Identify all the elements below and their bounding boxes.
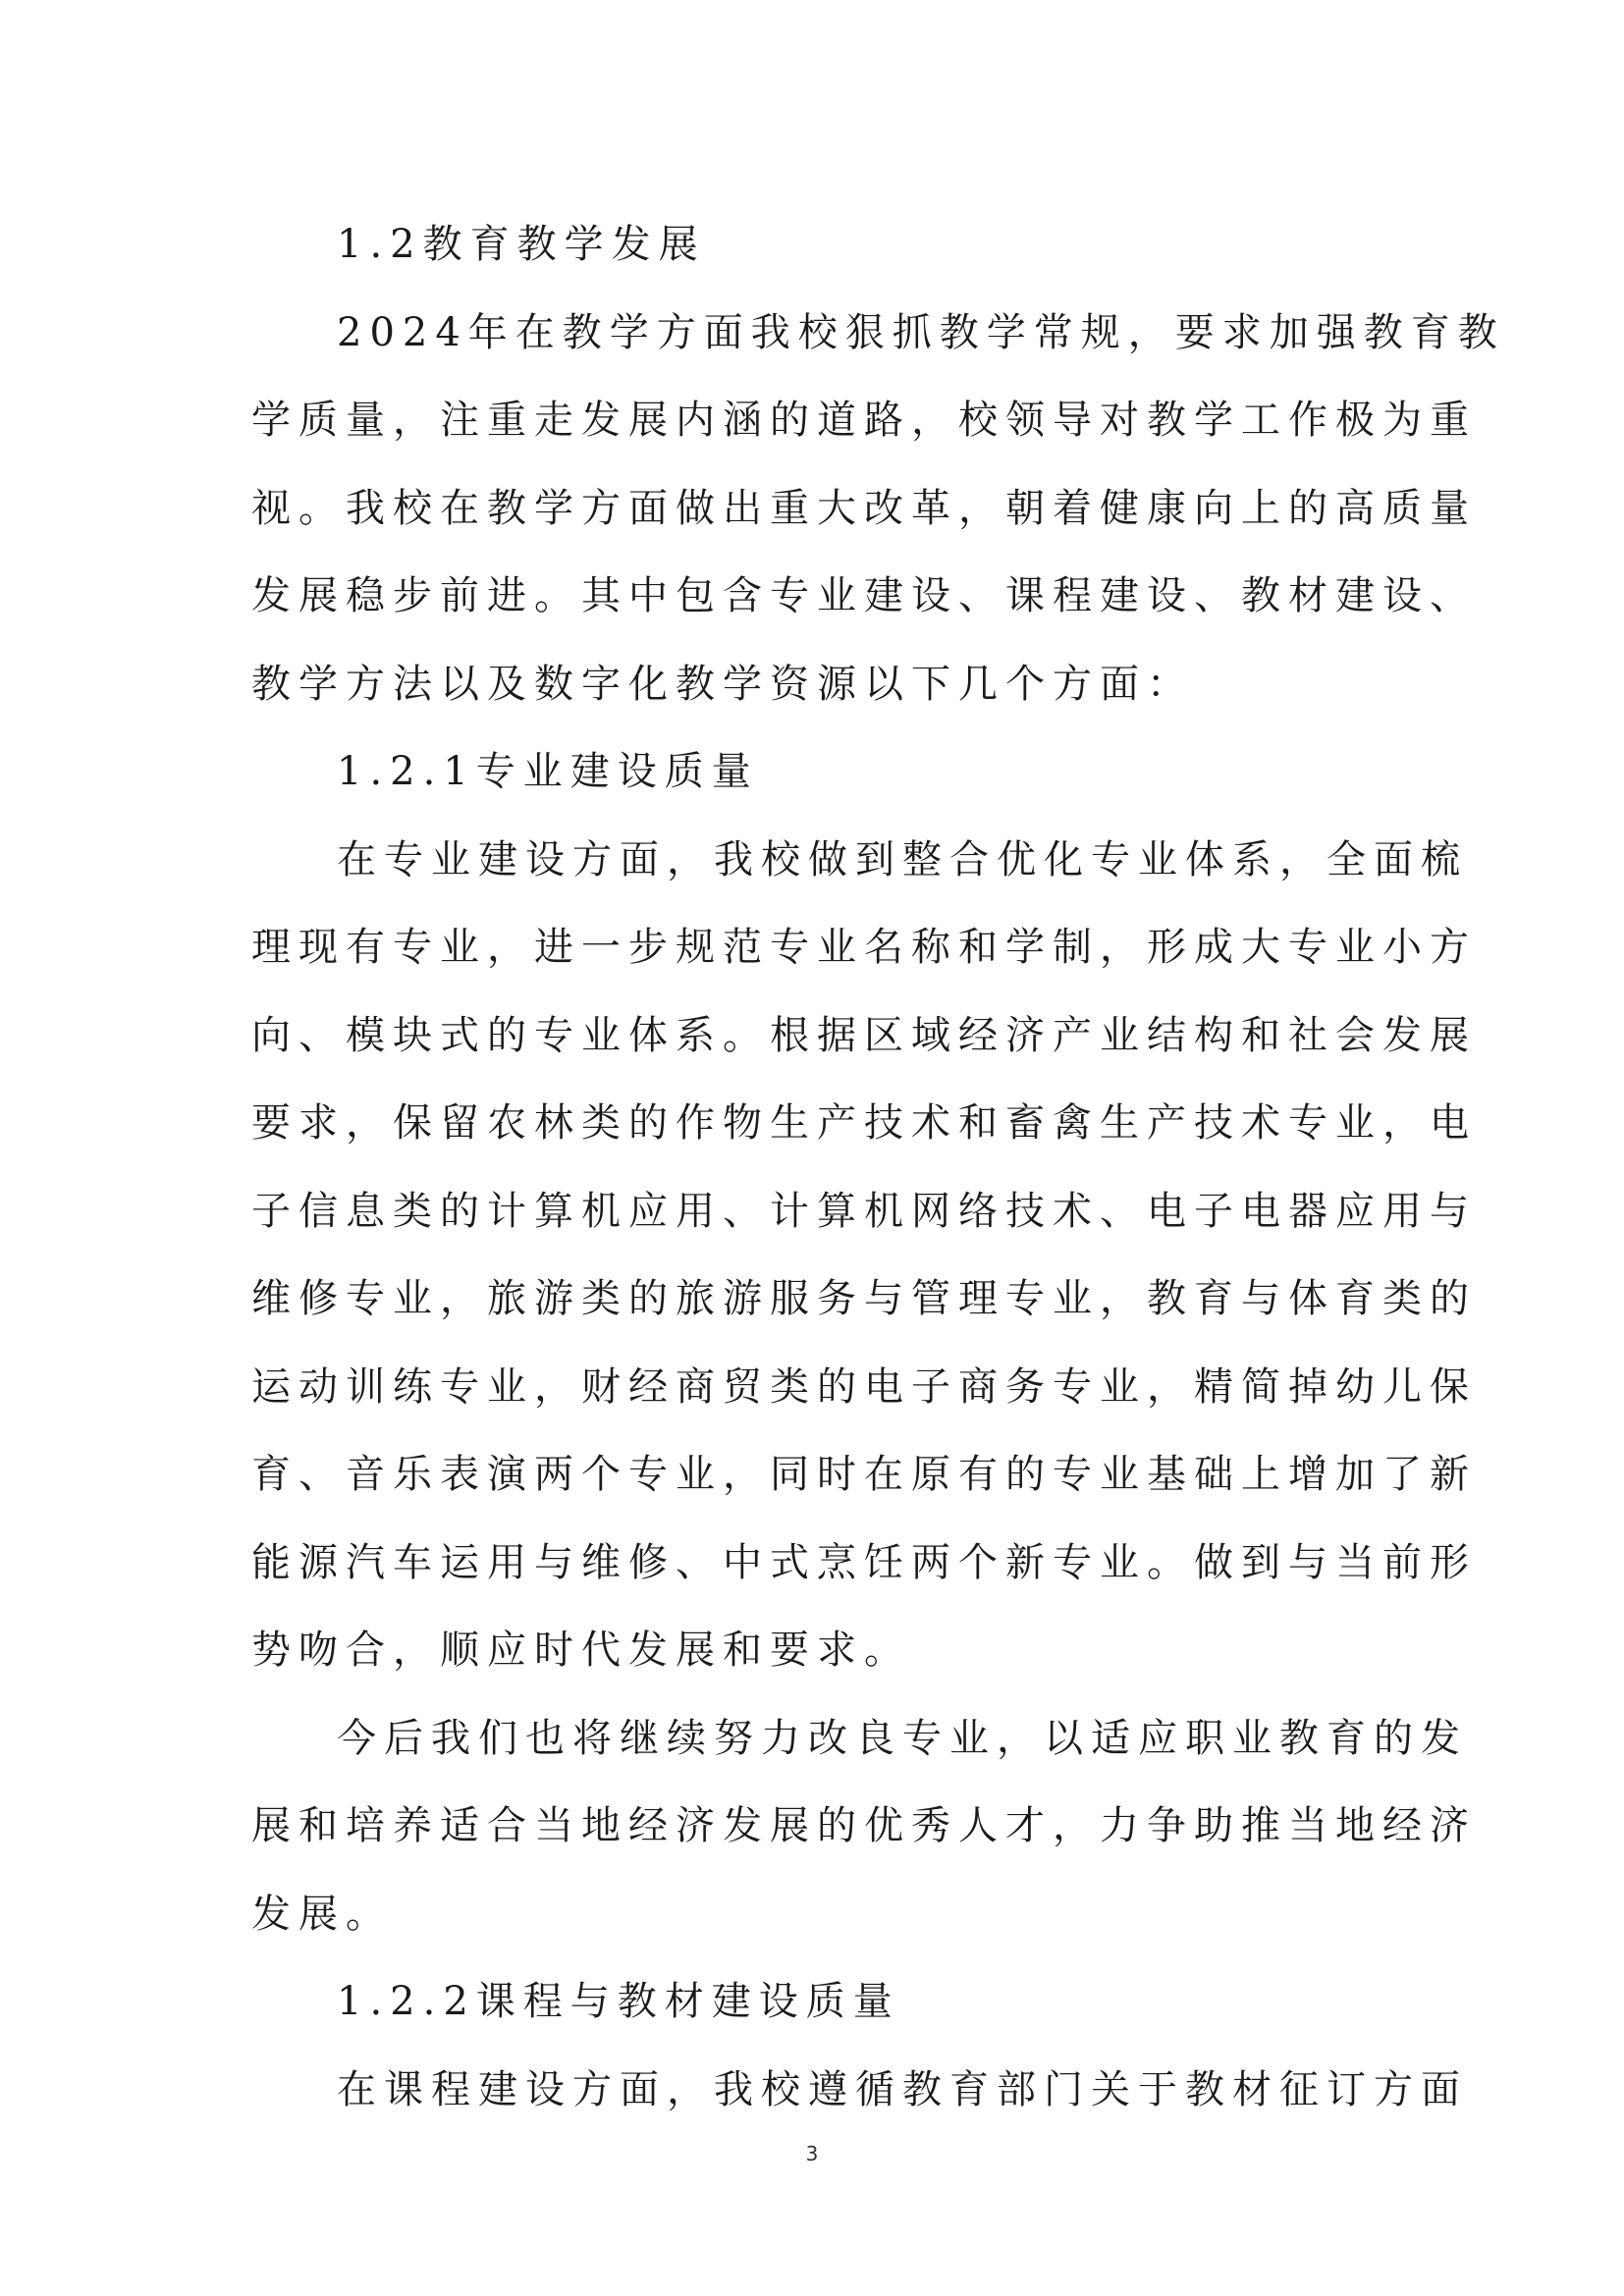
paragraph-curriculum-construction [251,2047,1468,2135]
paragraph-line: 子信息类的计算机应用、计算机网络技术、电子电器应用与 [251,1188,1477,1234]
paragraph-line: 发展。 [251,1891,393,1937]
paragraph-line: 学质量，注重走发展内涵的道路，校领导对教学工作极为重 [251,398,1477,443]
paragraph-line: 今后我们也将继续努力改良专业，以适应职业教育的发 [337,1715,1468,1761]
paragraph-major-construction [251,817,1477,1695]
paragraph-line: 视。我校在教学方面做出重大改革，朝着健康向上的高质量 [251,485,1477,531]
paragraph-line: 在专业建设方面，我校做到整合优化专业体系，全面梳 [337,836,1468,882]
paragraph-line: 要求，保留农林类的作物生产技术和畜禽生产技术专业，电 [251,1100,1477,1146]
paragraph-line: 势吻合，顺应时代发展和要求。 [251,1628,911,1673]
paragraph-line: 理现有专业，进一步规范专业名称和学制，形成大专业小方 [251,925,1477,970]
section-heading-1-2-1: 1.2.1专业建设质量 [337,749,759,794]
paragraph-line: 展和培养适合当地经济发展的优秀人才，力争助推当地经济 [251,1803,1477,1848]
paragraph-line: 运动训练专业，财经商贸类的电子商务专业，精简掉幼儿保 [251,1363,1477,1410]
paragraph-line: 向、模块式的专业体系。根据区域经济产业结构和社会发展 [251,1012,1477,1058]
section-heading-1-2-2: 1.2.2课程与教材建设质量 [337,1979,900,2024]
page-body [251,201,1505,2134]
section-heading-1-2: 1.2教育教学发展 [337,222,706,267]
paragraph-future-plans [251,1695,1477,1959]
paragraph-line: 发展稳步前进。其中包含专业建设、课程建设、教材建设、 [251,573,1477,618]
paragraph-line: 教学方法以及数字化教学资源以下几个方面： [251,661,1194,707]
paragraph-line: 能源汽车运用与维修、中式烹饪两个新专业。做到与当前形 [251,1539,1477,1585]
paragraph-line: 2024年在教学方面我校狠抓教学常规，要求加强教育教 [337,309,1505,355]
paragraph-line: 育、音乐表演两个专业，同时在原有的专业基础上增加了新 [251,1452,1477,1497]
paragraph-line: 维修专业，旅游类的旅游服务与管理专业，教育与体育类的 [251,1276,1477,1321]
paragraph-line: 在课程建设方面，我校遵循教育部门关于教材征订方面 [337,2066,1468,2112]
paragraph-education-development [251,290,1505,729]
page-number: 3 [805,2142,819,2165]
